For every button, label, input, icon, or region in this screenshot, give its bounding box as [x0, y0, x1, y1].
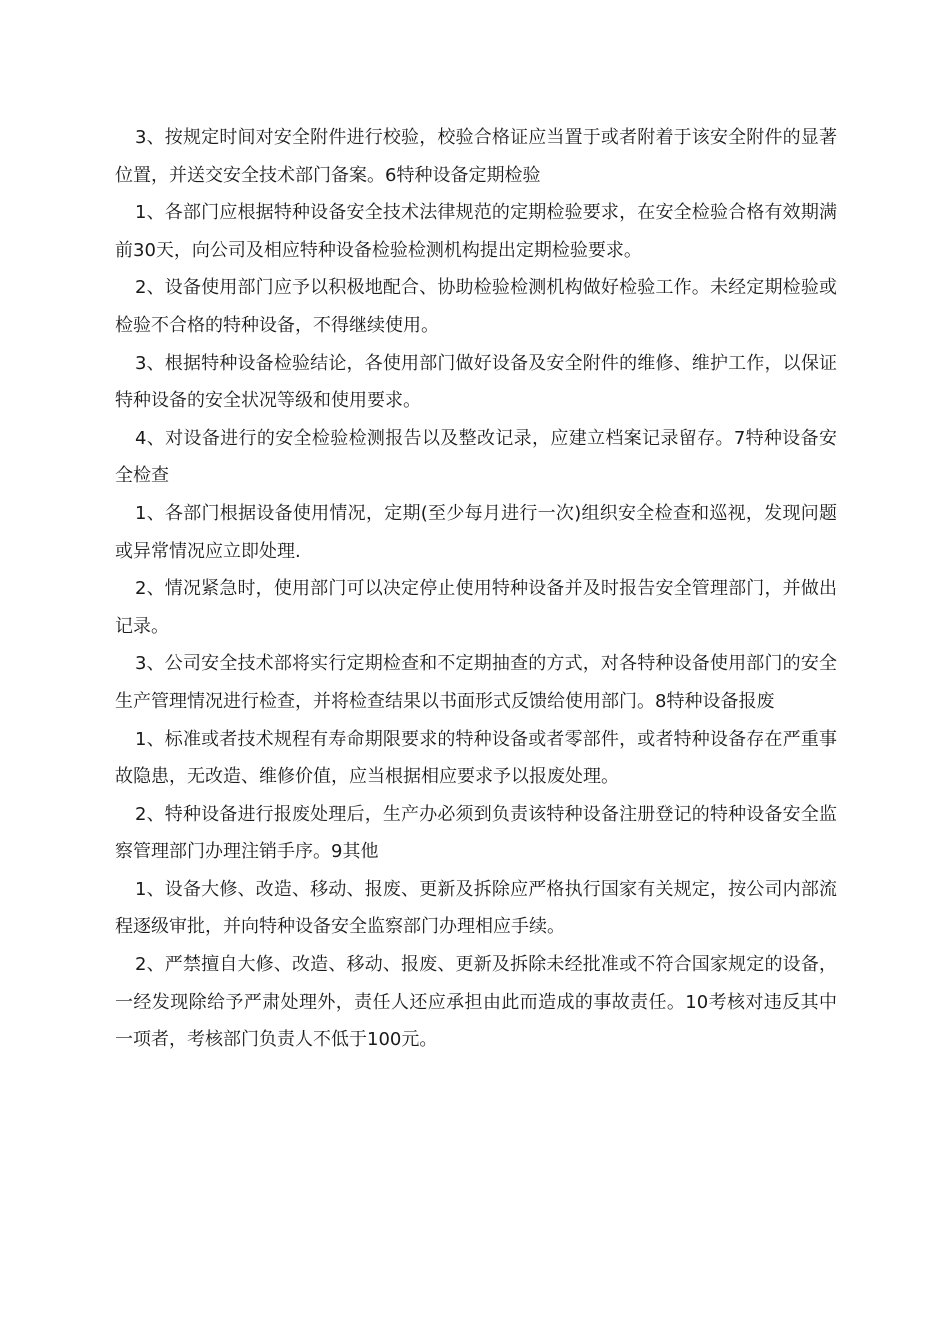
document-body [115, 119, 837, 1059]
paragraph-periodic-inspection-1: 1、各部门应根据特种设备安全技术法律规范的定期检验要求，在安全检验合格有效期满前30天，向公司及相应特种设备检验检测机构提出定期检验要求。 [115, 202, 837, 261]
paragraph-scrapping-1: 1、标准或者技术规程有寿命期限要求的特种设备或者零部件，或者特种设备存在严重事故隐患，无改造、维修价值，应当根据相应要求予以报废处理。 [115, 728, 837, 788]
paragraph-scrapping-2: 2、特种设备进行报废处理后，生产办必须到负责该特种设备注册登记的特种设备安全监察管理部门办理注销手序。9其他 [115, 803, 837, 863]
paragraph-inspection-calibration: 3、按规定时间对安全附件进行校验，校验合格证应当置于或者附着于该安全附件的显著位置，并送交安全技术部门备案。6特种设备定期检验 [115, 127, 837, 186]
paragraph-safety-check-2: 2、情况紧急时，使用部门可以决定停止使用特种设备并及时报告安全管理部门，并做出记录。 [115, 578, 837, 637]
paragraph-periodic-inspection-2: 2、设备使用部门应予以积极地配合、协助检验检测机构做好检验工作。未经定期检验或检验不合格的特种设备，不得继续使用。 [115, 277, 837, 336]
paragraph-periodic-inspection-4: 4、对设备进行的安全检验检测报告以及整改记录，应建立档案记录留存。7特种设备安全检查 [115, 427, 837, 487]
paragraph-safety-check-1: 1、各部门根据设备使用情况，定期(至少每月进行一次)组织安全检查和巡视，发现问题或异常情况应立即处理. [115, 502, 837, 562]
paragraph-periodic-inspection-3: 3、根据特种设备检验结论，各使用部门做好设备及安全附件的维修、维护工作，以保证特种设备的安全状况等级和使用要求。 [115, 352, 837, 412]
paragraph-other-1: 1、设备大修、改造、移动、报废、更新及拆除应严格执行国家有关规定，按公司内部流程逐级审批，并向特种设备安全监察部门办理相应手续。 [115, 878, 837, 938]
paragraph-safety-check-3: 3、公司安全技术部将实行定期检查和不定期抽查的方式，对各特种设备使用部门的安全生产管理情况进行检查，并将检查结果以书面形式反馈给使用部门。8特种设备报废 [115, 653, 837, 712]
paragraph-other-2: 2、严禁擅自大修、改造、移动、报废、更新及拆除未经批准或不符合国家规定的设备，一经发现除给予严肃处理外，责任人还应承担由此而造成的事故责任。10考核对违反其中一项者，考核部门负责人不低于100元。 [115, 954, 837, 1051]
